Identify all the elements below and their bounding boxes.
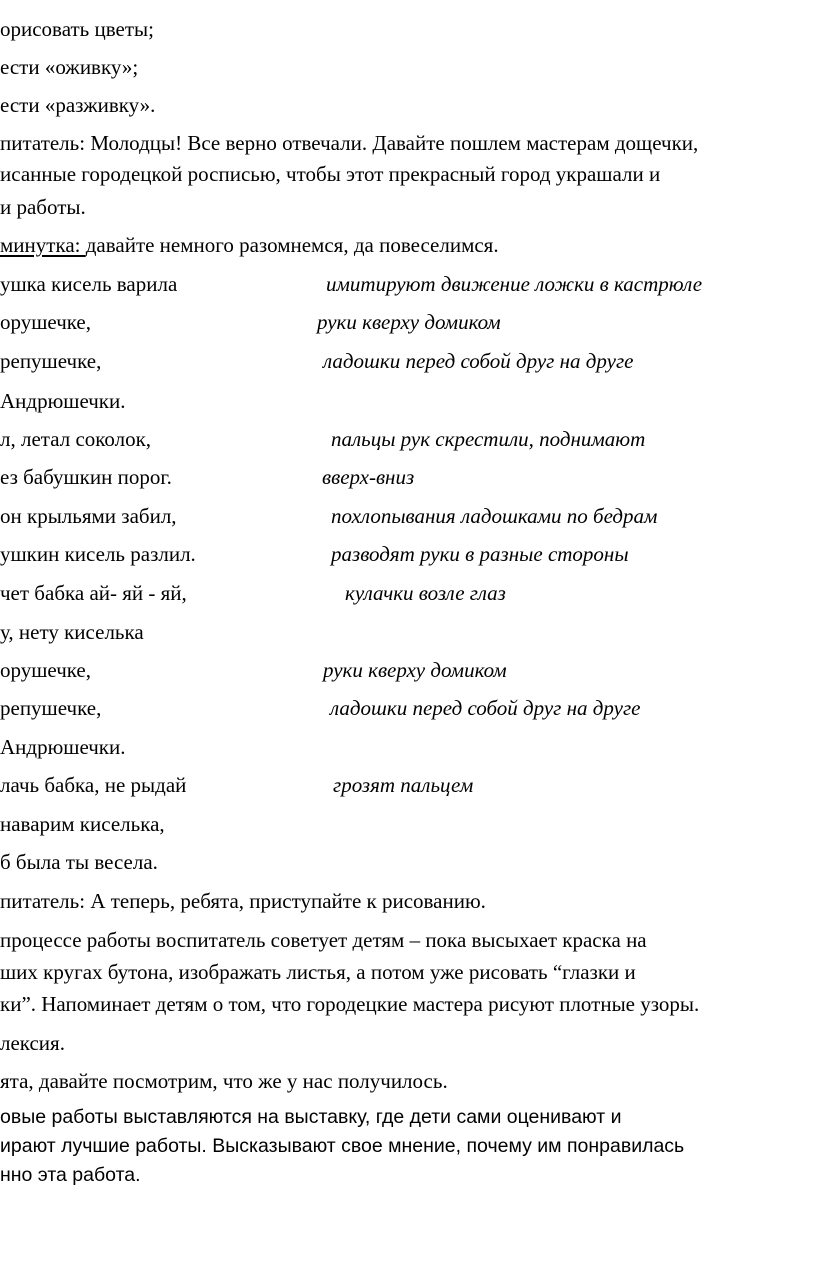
action-note: пальцы рук скрестили, поднимают bbox=[331, 427, 646, 451]
action-note: похлопывания ладошками по бедрам bbox=[331, 504, 658, 528]
action-note: ладошки перед собой друг на друге bbox=[330, 696, 641, 720]
action-note: кулачки возле глаз bbox=[345, 581, 506, 605]
fizminutka-heading: минутка: bbox=[0, 233, 86, 257]
action-note: вверх-вниз bbox=[322, 465, 415, 489]
action-note: ладошки перед собой друг на друге bbox=[323, 349, 634, 373]
action-note: имитируют движение ложки в кастрюле bbox=[326, 272, 703, 296]
document-page: орисовать цветы; ести «оживку»; ести «разживку». питатель: Молодцы! Все верно отвечали. Давайте пошлем мастерам дощечки, исанные городецкой росписью, чтобы этот прекрасный город украшали и и работы. минутка: давайте немного разомнемся, да повеселимся. ушка кисель варила имитируют движение ложки в кастрюле орушечке, руки кверху домиком репушечке, ладошки перед собой друг на друге Андрюшечки. л, летал соколок, пальцы рук скрестили, поднимают ез бабушкин порог. вверх-вниз он крыльями забил, похлопывания ладошками по бедрам ушкин кисель разлил. разводят руки в разные стороны чет бабка ай- яй - яй, кулачки возле глаз у, нету киселька орушечке, руки кверху домиком репушечке, ладошки перед собой друг на друге Андрюшечки. лачь бабка, не рыдай грозят пальцем наварим киселька, б была ты весела. питатель: А теперь, ребята, приступайте к рисованию. процессе работы воспитатель советует детям – пока высыхает краска на ших кругах бутона, изображать листья, а потом уже рисовать “глазки и ки”. Напоминает детям о том, что городецкие мастера рисуют плотные узоры. лексия. ята, давайте посмотрим, что же у нас получилось. овые работы выставляются на выставку, где дети сами оценивают и ирают лучшие работы. Высказывают свое мнение, почему им понравилась нно эта работа. bbox=[0, 17, 703, 1186]
action-note: грозят пальцем bbox=[333, 773, 474, 797]
action-note: разводят руки в разные стороны bbox=[331, 542, 629, 566]
action-note: руки кверху домиком bbox=[317, 310, 501, 334]
action-note: руки кверху домиком bbox=[323, 658, 507, 682]
